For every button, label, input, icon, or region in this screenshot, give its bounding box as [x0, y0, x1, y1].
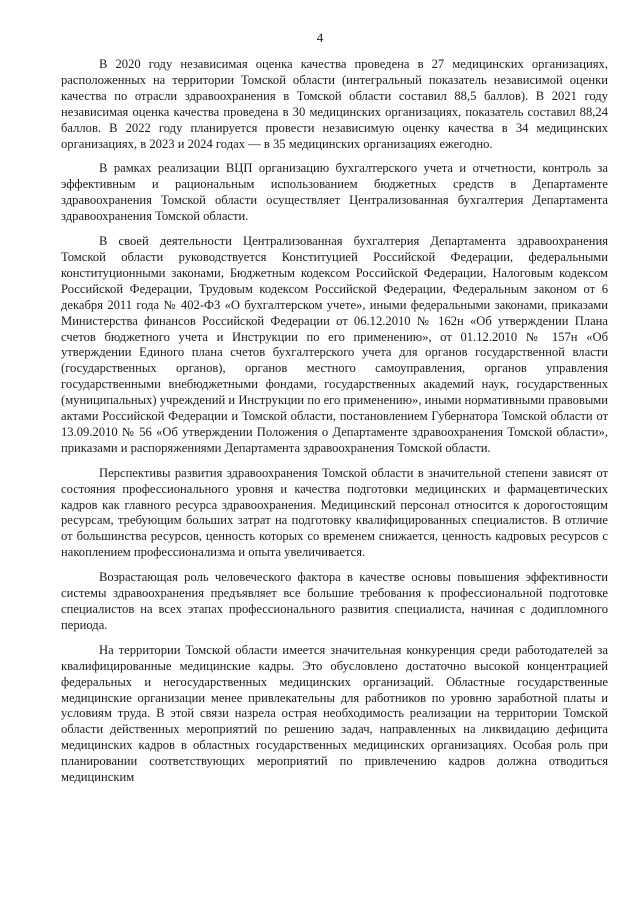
paragraph-legal-framework: В своей деятельности Централизованная бухгалтерия Департамента здравоохранения Томской области руководствуется Конституцией Российской Федерации, федеральными конституционными законами, Бюджетным кодексом Российской Федерации, Налоговым кодексом Российской Федерации, Трудовым кодексом Российской Федерации, Федеральным законом от 6 декабря 2011 года № 402-ФЗ «О бухгалтерском учете», иными федеральными законами, приказами Министерства финансов Российской Федерации от 06.12.2010 № 162н «Об утверждении Плана счетов бюджетного учета и Инструкции по его применению», от 01.12.2010 № 157н «Об утверждении Единого плана счетов бухгалтерского учета для органов государственной власти (государственных органов), органов местного самоуправления, органов управления государственными внебюджетными фондами, государственных академий наук, государственных (муниципальных) учреждений и Инструкции по его применению», иными нормативными правовыми актами Российской Федерации и Томской области, постановлением Губернатора Томской области от 13.09.2010 № 56 «Об утверждении Положения о Департаменте здравоохранения Томской области», приказами и распоряжениями Департамента здравоохранения Томской области.: [61, 234, 608, 455]
document-body: [61, 57, 608, 786]
paragraph-accounting-department: В рамках реализации ВЦП организацию бухгалтерского учета и отчетности, контроль за эффективным и рациональным использованием бюджетных средств в Департаменте здравоохранения Томской области осуществляет Централизованная бухгалтерия Департамента здравоохранения Томской области.: [61, 161, 608, 224]
paragraph-quality-assessment: В 2020 году независимая оценка качества проведена в 27 медицинских организациях, расположенных на территории Томской области (интегральный показатель независимой оценки качества по отрасли здравоохранения в Томской области составил 88,5 баллов). В 2021 году независимая оценка качества проведена в 30 медицинских организациях, показатель составил 88,24 баллов. В 2022 году планируется провести независимую оценку качества в 34 медицинских организациях, в 2023 и 2024 годах — в 35 медицинских организациях ежегодно.: [61, 57, 608, 151]
page-number: 4: [316, 30, 324, 45]
paragraph-staff-competition: На территории Томской области имеется значительная конкуренция среди работодателей за квалифицированные медицинские кадры. Это обусловлено достаточно высокой концентрацией федеральных и негосударственных медицинских организаций. Областные государственные медицинские организации менее привлекательны для работников по уровню заработной платы и условиям труда. В этой связи назрела острая необходимость реализации на территории Томской области действенных мероприятий по решению задач, направленных на ликвидацию дефицита медицинских кадров в областных государственных медицинских организациях. Особая роль при планировании соответствующих мероприятий по привлечению кадров должна отводиться медицинским: [61, 642, 608, 785]
paragraph-human-factor: Возрастающая роль человеческого фактора в качестве основы повышения эффективности системы здравоохранения предъявляет все большие требования к профессиональной подготовке специалистов на всех этапах профессионального развития специалиста, начиная с додипломного периода.: [61, 570, 608, 632]
paragraph-development-prospects: Перспективы развития здравоохранения Томской области в значительной степени зависят от состояния профессионального уровня и качества подготовки медицинских и фармацевтических кадров как главного ресурса здравоохранения. Медицинский персонал относится к дорогостоящим ресурсам, требующим больших затрат на подготовку квалифицированных специалистов. В отличие от большинства ресурсов, ценность которых со временем снижается, ценность кадровых ресурсов с накоплением профессионализма и опыта увеличивается.: [61, 465, 608, 560]
